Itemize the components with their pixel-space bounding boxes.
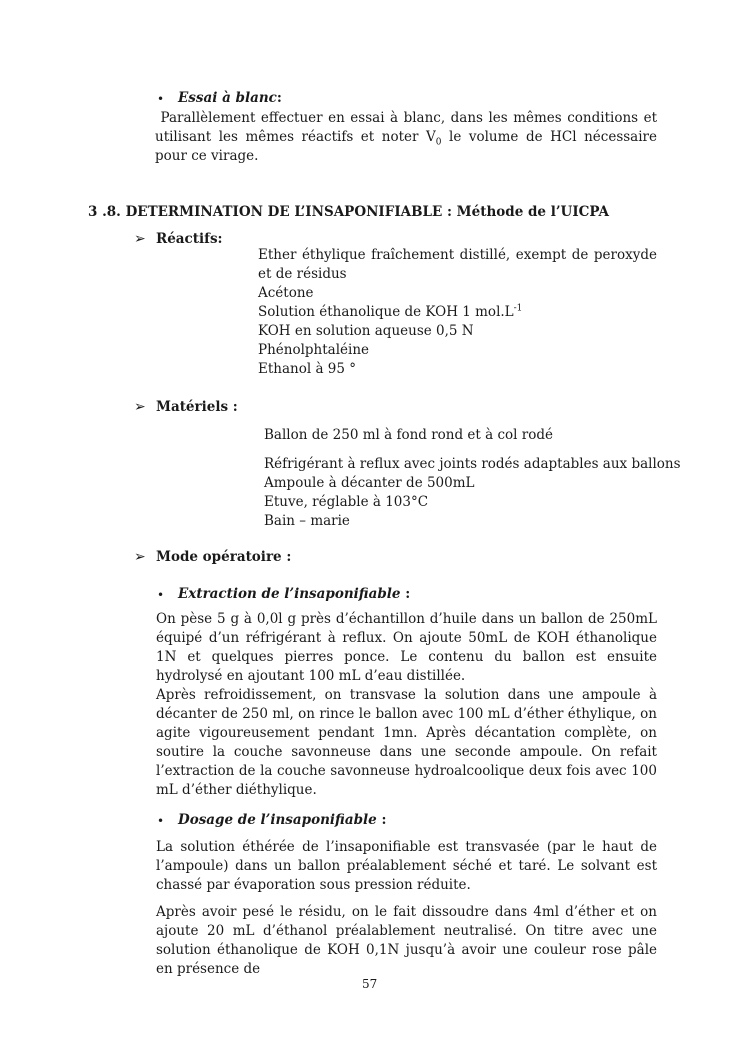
arrow-icon: ➢ (134, 231, 146, 247)
reactif-item: Phénolphtaléine (258, 342, 370, 358)
blank-test-title: Essai à blanc: (178, 90, 282, 106)
dosage-paragraph: La solution éthérée de l’insaponifiable est transvasée (par le haut de l’ampoule) dans un ballon préalablement séché et taré. Le solvant est chassé par évaporation sous pression réduite. (156, 839, 657, 893)
reactif-item: KOH en solution aqueuse 0,5 N (258, 323, 474, 339)
materiel-item: Réfrigérant à reflux avec joints rodés adaptables aux ballons (264, 456, 681, 472)
materiel-item: Etuve, réglable à 103°C (264, 494, 429, 510)
materiels-label: Matériels : (156, 399, 238, 415)
reactif-item: Acétone (258, 285, 314, 301)
bullet-icon: • (157, 92, 165, 106)
blank-test-paragraph: Parallèlement effectuer en essai à blanc, dans les mêmes conditions et utilisant les mêmes réactifs et noter $V_0$ le volume de HCl nécessaire pour ce virage. (155, 110, 657, 164)
bullet-icon: • (157, 588, 165, 602)
materiel-item: Ballon de 250 ml à fond rond et à col rodé (264, 427, 553, 443)
arrow-icon: ➢ (134, 549, 146, 565)
materiel-item: Ampoule à décanter de 500mL (264, 475, 475, 491)
arrow-icon: ➢ (134, 399, 146, 415)
reactif-item: Solution éthanolique de KOH 1 $mol.L^{-1}$ (258, 303, 523, 320)
dosage-paragraph: Après avoir pesé le résidu, on le fait dissoudre dans 4ml d’éther et on ajoute 20 mL d’éthanol préalablement neutralisé. On titre avec une solution éthanolique de KOH 0,1N jusqu’à avoir une couleur rose pâle en présence de (156, 904, 657, 977)
extraction-paragraph: On pèse 5 g à 0,0l g près d’échantillon d’huile dans un ballon de 250mL équipé d’un réfrigérant à reflux. On ajoute 50mL de KOH éthanolique 1N et quelques pierres ponce. Le contenu du ballon est ensuite hydrolysé en ajoutant 100 mL d’eau distillée. (156, 611, 657, 684)
materiel-item: Bain – marie (264, 513, 350, 529)
section-heading: 3 .8. DETERMINATION DE L’INSAPONIFIABLE : Méthode de l’UICPA (88, 204, 610, 220)
page-number: 57 (362, 977, 378, 991)
reactifs-label: Réactifs: (156, 231, 223, 247)
reactif-item: Ether éthylique fraîchement distillé, exempt de peroxyde et de résidus (258, 247, 657, 282)
mode-label: Mode opératoire : (156, 549, 292, 565)
dosage-title: Dosage de l’insaponifiable : (178, 812, 387, 828)
reactif-item: Ethanol à 95 ° (258, 361, 357, 377)
bullet-icon: • (157, 814, 165, 828)
extraction-paragraph: Après refroidissement, on transvase la solution dans une ampoule à décanter de 250 ml, on rince le ballon avec 100 mL d’éther éthylique, on agite vigoureusement pendant 1mn. Après décantation complète, on soutire la couche savonneuse dans une seconde ampoule. On refait l’extraction de la couche savonneuse hydroalcoolique deux fois avec 100 mL d’éther diéthylique. (156, 687, 657, 798)
extraction-title: Extraction de l’insaponifiable : (178, 586, 411, 602)
